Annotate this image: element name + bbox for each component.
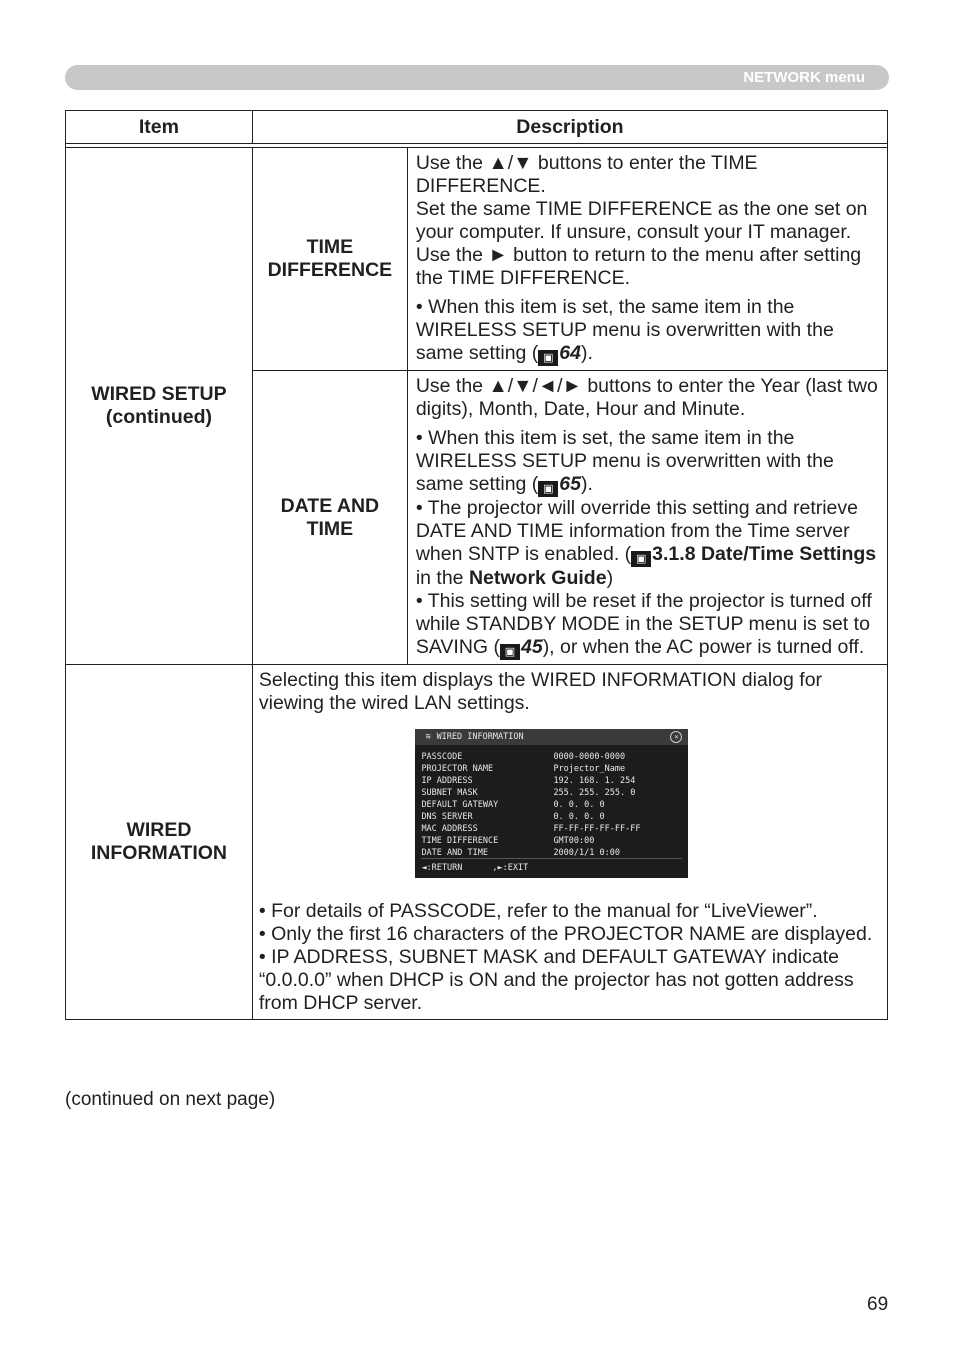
dialog-row-key: MAC ADDRESS: [421, 824, 478, 834]
description-time-difference: Use the ▲/▼ buttons to enter the TIME DIFFERENCE. Set the same TIME DIFFERENCE as the one set on your computer. If unsure, consult your IT manager. Use the ► button to return to the menu after setting the TIME DIFFERENCE. • When this item is set, the same item in the WIRELESS SETUP menu is overwritten with the same setting ( ▣ 64).: [407, 148, 887, 371]
dialog-row-key: PROJECTOR NAME: [421, 764, 494, 774]
dialog-row: [421, 763, 682, 775]
table-header-row: [66, 111, 888, 144]
dialog-row-value: 255. 255. 255. 0: [553, 788, 636, 798]
page-reference[interactable]: 45: [520, 636, 543, 658]
dialog-row: [421, 823, 682, 835]
dialog-row-key: DEFAULT GATEWAY: [421, 800, 499, 810]
page-number: 69: [867, 1294, 889, 1315]
table-row: [66, 665, 888, 1020]
dialog-row-value: 2000/1/1 0:00: [553, 848, 620, 858]
guide-reference[interactable]: 3.1.8 Date/Time Settings: [652, 543, 877, 565]
menu-table: [65, 110, 888, 1020]
dialog-row-value: 0. 0. 0. 0: [553, 800, 605, 810]
table-row: [66, 148, 888, 371]
dialog-row-value: 0. 0. 0. 0: [553, 812, 605, 822]
column-header-item: Item: [66, 111, 253, 144]
page-reference[interactable]: 64: [559, 342, 581, 364]
dialog-row-key: SUBNET MASK: [421, 788, 478, 798]
group-label-wired-setup: WIRED SETUP (continued): [66, 148, 253, 665]
item-time-difference: TIME DIFFERENCE: [252, 148, 407, 371]
dialog-row: [421, 775, 682, 787]
dialog-row: [421, 811, 682, 823]
book-icon: ▣: [538, 350, 558, 366]
close-icon[interactable]: ×: [670, 731, 682, 743]
wired-information-dialog: [415, 729, 688, 878]
item-date-and-time: DATE AND TIME: [252, 371, 407, 665]
dialog-title-bar: ≋ WIRED INFORMATION ×: [415, 729, 688, 745]
book-icon: ▣: [538, 481, 558, 497]
dialog-row: [421, 751, 682, 763]
column-header-description: Description: [252, 111, 887, 144]
dialog-row-key: DATE AND TIME: [421, 848, 488, 858]
dialog-row-value: 192. 168. 1. 254: [553, 776, 636, 786]
dialog-row-key: IP ADDRESS: [421, 776, 473, 786]
dialog-row-key: PASSCODE: [421, 752, 463, 762]
page-reference[interactable]: 65: [559, 473, 581, 495]
section-header-bar: [65, 65, 889, 90]
dialog-row-value: FF-FF-FF-FF-FF-FF: [553, 824, 641, 834]
dialog-row: [421, 787, 682, 799]
group-label-wired-information: WIRED INFORMATION: [66, 665, 253, 1020]
book-icon: ▣: [500, 644, 520, 660]
return-hint: ◄:RETURN: [421, 863, 463, 873]
exit-hint: ,►:EXIT: [492, 863, 529, 873]
description-wired-information: Selecting this item displays the WIRED INFORMATION dialog for viewing the wired LAN settings. ≋ WIRED INFORMATION × PASSCODE 0000-0000-0000 PROJECTOR NAME Projector_Name IP ADDRESS 192. 168. 1. 254 SUBNET MASK 255. 255. 255. 0 DEFAULT GATEWAY 0. 0. 0. 0 DNS SERVER 0. 0. 0. 0 MAC ADDRESS FF-FF-FF-FF-FF-FF TIME DIFFERENCE GMT00:00 DATE AND TIME 2000/1/1 0:00 ◄:RETURN ,►:EXIT • For details of PASSCODE, refer to the manual for “LiveViewer”. • Only the first 16 characters of the PROJECTOR NAME are displayed. • IP ADDRESS, SUBNET MASK and DEFAULT GATEWAY indicate “0.0.0.0” when DHCP is ON and the projector has not gotten address from DHCP server.: [252, 665, 887, 1020]
dialog-row-value: 0000-0000-0000: [553, 752, 626, 762]
description-date-and-time: Use the ▲/▼/◄/► buttons to enter the Year (last two digits), Month, Date, Hour and Minute. • When this item is set, the same item in the WIRELESS SETUP menu is overwritten with the same setting ( ▣ 65). • The projector will override this setting and retrieve DATE AND TIME information from the Time server when SNTP is enabled. ( ▣ 3.1.8 Date/Time Settings in the Network Guide) • This setting will be reset if the projector is turned off while STANDBY MODE in the SETUP menu is set to SAVING ( ▣ 45), or when the AC power is turned off.: [407, 371, 887, 665]
dialog-row-value: GMT00:00: [553, 836, 595, 846]
dialog-row-key: TIME DIFFERENCE: [421, 836, 499, 846]
dialog-row-value: Projector_Name: [553, 764, 626, 774]
section-title: NETWORK menu: [743, 69, 865, 86]
book-icon: ▣: [631, 551, 651, 567]
dialog-row: [421, 835, 682, 847]
dialog-row-key: DNS SERVER: [421, 812, 473, 822]
dialog-footer: [421, 858, 682, 874]
network-icon: ≋: [425, 732, 431, 742]
dialog-rows: [415, 745, 688, 859]
continued-note: (continued on next page): [65, 1089, 276, 1110]
dialog-row: [421, 799, 682, 811]
